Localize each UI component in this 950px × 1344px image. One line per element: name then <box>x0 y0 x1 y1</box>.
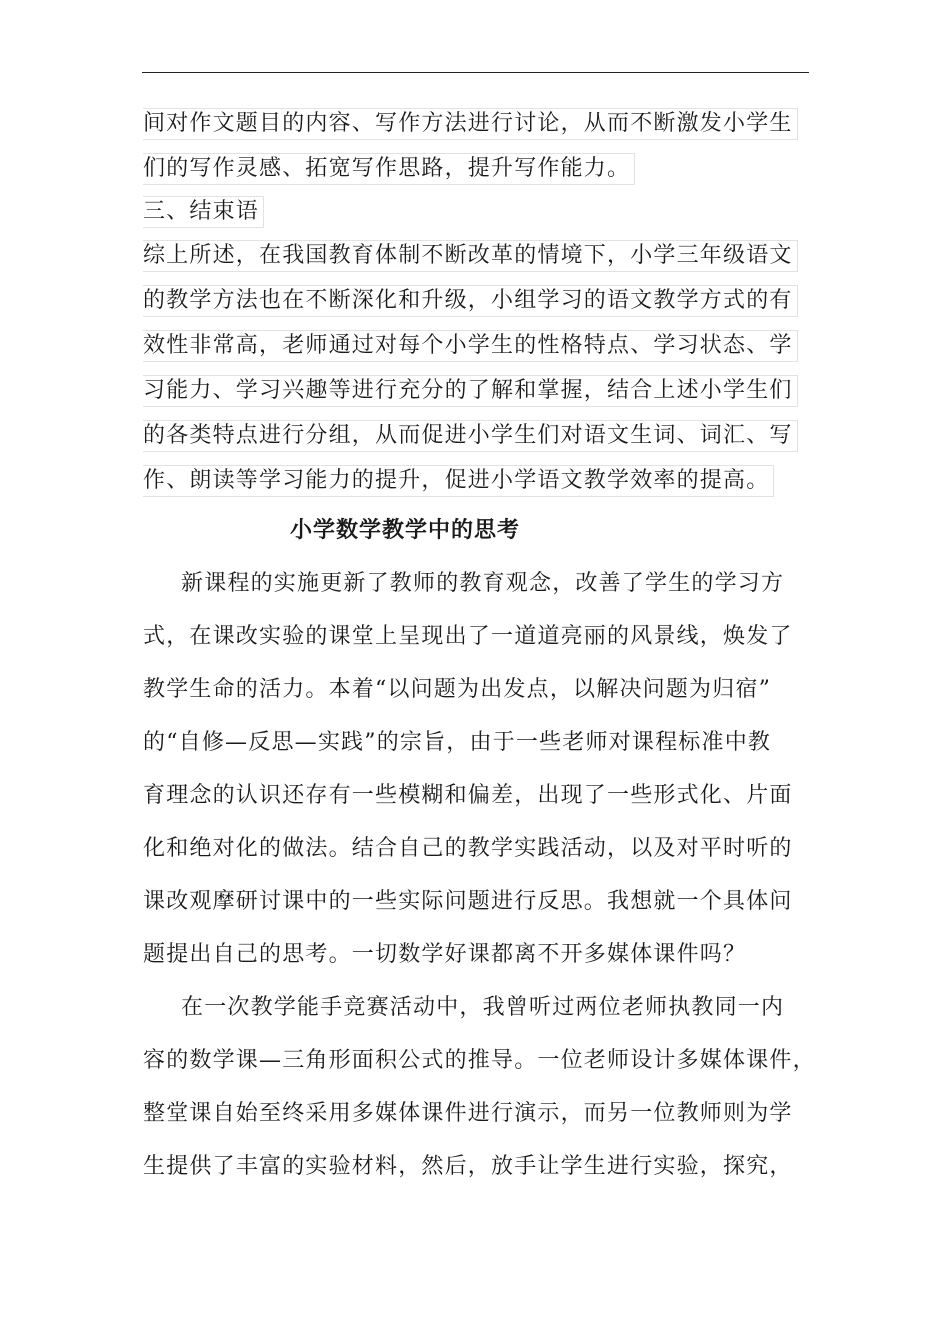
section-heading: 三、结束语 <box>143 196 264 228</box>
text-line: 容的数学课—三角形面积公式的推导。一位老师设计多媒体课件， <box>143 1048 816 1073</box>
text-line: 课改观摩研讨课中的一些实际问题进行反思。我想就一个具体问 <box>143 889 793 914</box>
text-line: 化和绝对化的做法。结合自己的教学实践活动，以及对平时听的 <box>143 836 793 861</box>
text-line: 习能力、学习兴趣等进行充分的了解和掌握，结合上述小学生们 <box>143 375 798 407</box>
text-line: 式，在课改实验的课堂上呈现出了一道道亮丽的风景线，焕发了 <box>143 624 793 649</box>
text-line: 教学生命的活力。本着“以问题为出发点，以解决问题为归宿” <box>143 677 772 702</box>
text-line: 间对作文题目的内容、写作方法进行讨论，从而不断激发小学生 <box>143 108 798 140</box>
text-line: 生提供了丰富的实验材料，然后，放手让学生进行实验，探究， <box>143 1154 793 1179</box>
text-line: 的各类特点进行分组，从而促进小学生们对语文生词、词汇、写 <box>143 420 798 452</box>
text-line: 育理念的认识还存有一些模糊和偏差，出现了一些形式化、片面 <box>143 783 793 808</box>
text-line: 综上所述，在我国教育体制不断改革的情境下，小学三年级语文 <box>143 240 798 272</box>
article-title: 小学数学教学中的思考 <box>290 517 521 543</box>
text-line: 在一次教学能手竞赛活动中，我曾听过两位老师执教同一内 <box>181 995 785 1020</box>
text-line: 新课程的实施更新了教师的教育观念，改善了学生的学习方 <box>181 571 785 596</box>
text-line: 的“自修—反思—实践”的宗旨，由于一些老师对课程标准中教 <box>143 730 772 755</box>
text-line: 整堂课自始至终采用多媒体课件进行演示，而另一位教师则为学 <box>143 1101 793 1126</box>
text-line: 们的写作灵感、拓宽写作思路，提升写作能力。 <box>143 153 635 185</box>
text-line: 作、朗读等学习能力的提升，促进小学语文教学效率的提高。 <box>143 465 774 497</box>
header-rule <box>142 72 809 73</box>
text-line: 题提出自己的思考。一切数学好课都离不开多媒体课件吗？ <box>143 942 747 967</box>
text-line: 的教学方法也在不断深化和升级，小组学习的语文教学方式的有 <box>143 285 798 317</box>
text-line: 效性非常高，老师通过对每个小学生的性格特点、学习状态、学 <box>143 330 798 362</box>
